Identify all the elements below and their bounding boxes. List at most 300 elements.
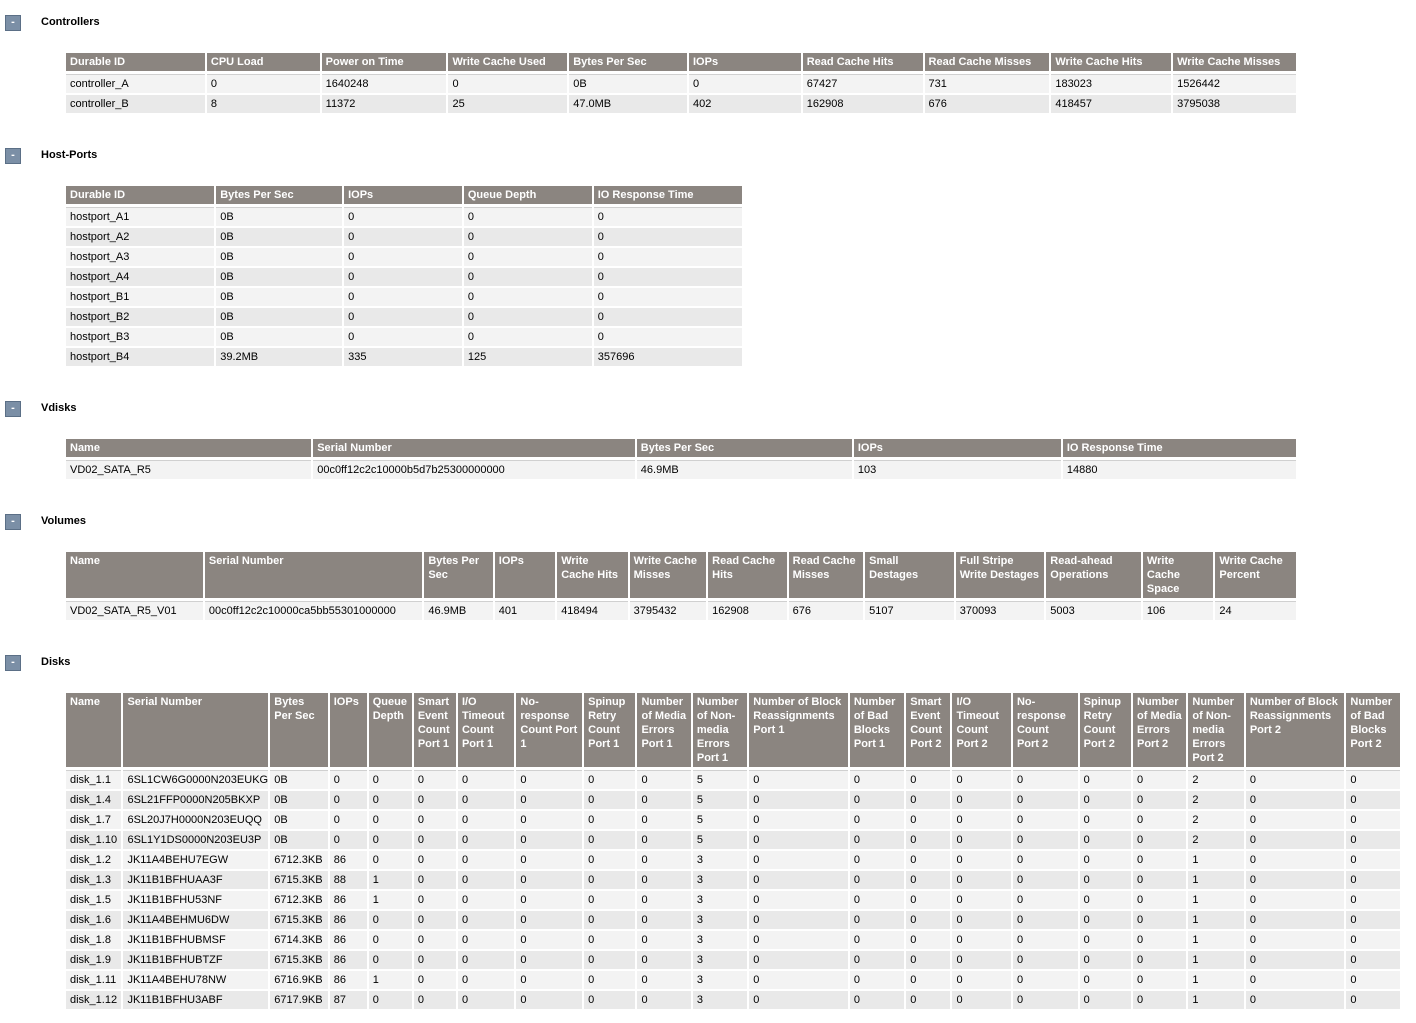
table-cell: 0B: [216, 328, 342, 348]
table-cell: JK11A4BEHU7EGW: [123, 851, 268, 871]
table-cell: 0: [906, 891, 950, 911]
table-cell: disk_1.4: [66, 791, 121, 811]
table-cell: 0: [1080, 831, 1131, 851]
table-cell: 0: [1013, 770, 1078, 791]
table-cell: 0: [749, 791, 848, 811]
table-cell: 0: [414, 991, 456, 1011]
table-cell: 0: [584, 851, 635, 871]
table-cell: 0: [458, 911, 514, 931]
volumes-column-header[interactable]: Read Cache Misses: [789, 552, 863, 601]
disks-column-header[interactable]: IOPs: [330, 693, 367, 770]
hostports-column-header[interactable]: Durable ID: [66, 186, 214, 207]
disks-column-header[interactable]: Number of Bad Blocks Port 2: [1346, 693, 1400, 770]
volumes-column-header[interactable]: Serial Number: [205, 552, 422, 601]
table-cell: controller_A: [66, 74, 205, 95]
disks-column-header[interactable]: No-response Count Port 1: [516, 693, 582, 770]
table-cell: 0: [952, 991, 1011, 1011]
table-cell: 0: [952, 971, 1011, 991]
table-cell: 1: [369, 891, 412, 911]
vdisks-column-header[interactable]: Serial Number: [313, 439, 635, 460]
table-cell: 0: [458, 891, 514, 911]
table-cell: disk_1.10: [66, 831, 121, 851]
disks-column-header[interactable]: I/O Timeout Count Port 1: [458, 693, 514, 770]
table-row[interactable]: [66, 951, 1400, 971]
table-cell: 0: [637, 871, 690, 891]
disks-table: [64, 693, 1402, 1011]
table-cell: 86: [330, 971, 367, 991]
table-cell: 00c0ff12c2c10000ca5bb55301000000: [205, 601, 422, 622]
table-cell: 0: [458, 831, 514, 851]
table-cell: 0: [369, 791, 412, 811]
table-row[interactable]: [66, 811, 1400, 831]
table-cell: 0: [458, 971, 514, 991]
table-cell: 0: [516, 991, 582, 1011]
vdisks-header: [0, 401, 1416, 421]
table-cell: 3: [693, 871, 747, 891]
table-row[interactable]: [66, 248, 742, 268]
table-cell: 1: [1188, 991, 1243, 1011]
disks-column-header[interactable]: Number of Block Reassignments Port 1: [749, 693, 848, 770]
table-row[interactable]: [66, 348, 742, 368]
table-cell: 0: [344, 248, 462, 268]
table-cell: 0: [464, 248, 592, 268]
table-cell: 0B: [270, 831, 328, 851]
section-title-disks: Disks: [41, 656, 71, 668]
table-cell: 14880: [1063, 460, 1296, 481]
volumes-column-header[interactable]: IOPs: [495, 552, 555, 601]
table-cell: 0: [952, 770, 1011, 791]
table-cell: 183023: [1051, 74, 1171, 95]
table-cell: 0: [584, 891, 635, 911]
table-cell: 6SL20J7H0000N203EUQQ: [123, 811, 268, 831]
table-cell: 1640248: [322, 74, 447, 95]
table-row[interactable]: [66, 207, 742, 228]
collapse-toggle-controllers[interactable]: -: [5, 15, 21, 31]
table-cell: 125: [464, 348, 592, 368]
volumes-column-header[interactable]: Write Cache Space: [1143, 552, 1213, 601]
table-cell: 0: [458, 811, 514, 831]
table-cell: 0: [414, 851, 456, 871]
table-row[interactable]: [66, 991, 1400, 1011]
table-cell: 0: [458, 851, 514, 871]
table-cell: 0: [369, 811, 412, 831]
table-cell: 357696: [594, 348, 742, 368]
table-cell: 0: [850, 770, 904, 791]
table-cell: 0: [584, 951, 635, 971]
table-cell: 0: [464, 228, 592, 248]
table-cell: 0: [584, 791, 635, 811]
table-cell: JK11B1BFHU3ABF: [123, 991, 268, 1011]
table-cell: 0: [637, 791, 690, 811]
table-row[interactable]: [66, 460, 1296, 481]
table-cell: 0: [414, 911, 456, 931]
table-cell: 3795038: [1173, 95, 1296, 115]
controllers-column-header[interactable]: Read Cache Misses: [925, 53, 1050, 74]
disks-column-header[interactable]: Number of Non-media Errors Port 2: [1188, 693, 1243, 770]
section-title-hostports: Host-Ports: [41, 149, 98, 161]
table-cell: 401: [495, 601, 555, 622]
table-cell: 0: [584, 931, 635, 951]
disks-column-header[interactable]: Spinup Retry Count Port 2: [1080, 693, 1131, 770]
table-cell: 0: [414, 791, 456, 811]
table-cell: 1: [369, 871, 412, 891]
disks-column-header[interactable]: Number of Media Errors Port 1: [637, 693, 690, 770]
table-row[interactable]: [66, 228, 742, 248]
table-cell: 0: [850, 891, 904, 911]
table-row[interactable]: [66, 95, 1296, 115]
table-cell: 0B: [569, 74, 687, 95]
table-cell: 3: [693, 911, 747, 931]
table-cell: disk_1.2: [66, 851, 121, 871]
table-cell: 0: [330, 770, 367, 791]
table-cell: 86: [330, 891, 367, 911]
section-title-vdisks: Vdisks: [41, 402, 77, 414]
table-cell: 0: [330, 791, 367, 811]
volumes-column-header[interactable]: Read Cache Hits: [708, 552, 787, 601]
table-cell: 0: [369, 831, 412, 851]
hostports-column-header[interactable]: IOPs: [344, 186, 462, 207]
table-cell: VD02_SATA_R5: [66, 460, 311, 481]
table-row[interactable]: [66, 601, 1296, 622]
hostports-column-header[interactable]: IO Response Time: [594, 186, 742, 207]
table-cell: 3: [693, 971, 747, 991]
collapse-toggle-volumes[interactable]: -: [5, 514, 21, 530]
table-cell: JK11B1BFHU53NF: [123, 891, 268, 911]
table-cell: 0: [1346, 851, 1400, 871]
disks-column-header[interactable]: Name: [66, 693, 121, 770]
table-cell: 0: [414, 971, 456, 991]
table-cell: 0: [1346, 770, 1400, 791]
disks-column-header[interactable]: Number of Bad Blocks Port 1: [850, 693, 904, 770]
table-cell: disk_1.1: [66, 770, 121, 791]
collapse-toggle-disks[interactable]: -: [5, 655, 21, 671]
table-cell: 6SL1CW6G0000N203EUKG: [123, 770, 268, 791]
table-cell: 0: [906, 931, 950, 951]
table-cell: 5: [693, 831, 747, 851]
controllers-column-header[interactable]: Bytes Per Sec: [569, 53, 687, 74]
controllers-column-header[interactable]: IOPs: [689, 53, 801, 74]
table-cell: 0: [1080, 951, 1131, 971]
disks-column-header[interactable]: I/O Timeout Count Port 2: [952, 693, 1011, 770]
table-cell: 0: [637, 851, 690, 871]
controllers-column-header[interactable]: Write Cache Used: [448, 53, 567, 74]
table-cell: 0: [1133, 891, 1186, 911]
table-cell: 0: [584, 831, 635, 851]
table-cell: 0: [594, 328, 742, 348]
table-cell: 0: [1246, 871, 1345, 891]
table-cell: 0: [414, 811, 456, 831]
volumes-column-header[interactable]: Write Cache Misses: [630, 552, 707, 601]
volumes-table: [64, 552, 1298, 622]
table-cell: 0: [344, 268, 462, 288]
table-cell: 1: [1188, 871, 1243, 891]
table-cell: 0: [1080, 931, 1131, 951]
disks-column-header[interactable]: Number of Media Errors Port 2: [1133, 693, 1186, 770]
table-cell: 0B: [216, 288, 342, 308]
table-cell: 0: [516, 851, 582, 871]
hostports-header: [0, 148, 1416, 168]
table-cell: 0: [850, 851, 904, 871]
table-cell: 0B: [216, 308, 342, 328]
table-cell: 0: [330, 831, 367, 851]
disks-section: [0, 655, 1416, 1006]
vdisks-column-header[interactable]: IOPs: [854, 439, 1061, 460]
collapse-toggle-hostports[interactable]: -: [5, 148, 21, 164]
controllers-section: [0, 15, 1416, 110]
table-cell: 0: [369, 770, 412, 791]
table-cell: disk_1.11: [66, 971, 121, 991]
table-cell: 0: [749, 811, 848, 831]
table-cell: 0: [1346, 971, 1400, 991]
table-cell: 0: [906, 971, 950, 991]
table-cell: 0: [906, 811, 950, 831]
table-cell: hostport_A2: [66, 228, 214, 248]
table-cell: 0: [906, 991, 950, 1011]
table-cell: 0: [749, 851, 848, 871]
table-cell: 103: [854, 460, 1061, 481]
table-cell: 0: [1080, 791, 1131, 811]
table-cell: 6SL21FFP0000N205BKXP: [123, 791, 268, 811]
disks-column-header[interactable]: Queue Depth: [369, 693, 412, 770]
table-cell: 1526442: [1173, 74, 1296, 95]
table-cell: 0: [594, 248, 742, 268]
table-cell: 0: [1080, 770, 1131, 791]
table-cell: 0B: [216, 207, 342, 228]
table-row[interactable]: [66, 971, 1400, 991]
disks-column-header[interactable]: Serial Number: [123, 693, 268, 770]
disks-column-header[interactable]: Smart Event Count Port 2: [906, 693, 950, 770]
table-cell: disk_1.5: [66, 891, 121, 911]
disks-column-header[interactable]: No-response Count Port 2: [1013, 693, 1078, 770]
table-cell: disk_1.12: [66, 991, 121, 1011]
table-cell: 25: [448, 95, 567, 115]
collapse-toggle-vdisks[interactable]: -: [5, 401, 21, 417]
table-cell: 0: [1346, 951, 1400, 971]
vdisks-column-header[interactable]: IO Response Time: [1063, 439, 1296, 460]
table-cell: disk_1.6: [66, 911, 121, 931]
controllers-column-header[interactable]: Write Cache Hits: [1051, 53, 1171, 74]
table-row[interactable]: [66, 791, 1400, 811]
table-cell: 0: [414, 770, 456, 791]
table-cell: hostport_A4: [66, 268, 214, 288]
table-cell: 3795432: [630, 601, 707, 622]
table-cell: 0: [207, 74, 320, 95]
table-cell: 162908: [803, 95, 923, 115]
table-cell: 0: [458, 871, 514, 891]
table-cell: 0: [1246, 831, 1345, 851]
table-cell: 0: [584, 911, 635, 931]
table-cell: 6SL1Y1DS0000N203EU3P: [123, 831, 268, 851]
table-cell: 0: [1246, 971, 1345, 991]
table-cell: 0: [1346, 791, 1400, 811]
table-cell: 0: [516, 891, 582, 911]
hostports-column-header[interactable]: Queue Depth: [464, 186, 592, 207]
table-cell: 0: [584, 811, 635, 831]
table-cell: 0: [516, 831, 582, 851]
table-cell: 0: [952, 931, 1011, 951]
volumes-column-header[interactable]: Small Destages: [865, 552, 954, 601]
table-cell: disk_1.9: [66, 951, 121, 971]
table-cell: 0: [1080, 911, 1131, 931]
controllers-column-header[interactable]: Durable ID: [66, 53, 205, 74]
table-cell: 0B: [216, 248, 342, 268]
controllers-header: [0, 15, 1416, 35]
table-cell: 731: [925, 74, 1050, 95]
disks-column-header[interactable]: Number of Non-media Errors Port 1: [693, 693, 747, 770]
controllers-column-header[interactable]: Read Cache Hits: [803, 53, 923, 74]
table-cell: 0: [906, 791, 950, 811]
table-cell: 0: [1013, 811, 1078, 831]
table-cell: 0: [952, 911, 1011, 931]
table-cell: 0: [1346, 991, 1400, 1011]
table-cell: 0: [516, 911, 582, 931]
table-cell: 0: [344, 328, 462, 348]
table-cell: 0: [1133, 791, 1186, 811]
table-cell: 3: [693, 991, 747, 1011]
table-cell: 0: [369, 911, 412, 931]
table-cell: 0B: [270, 770, 328, 791]
table-cell: 5: [693, 770, 747, 791]
table-cell: JK11B1BFHUBMSF: [123, 931, 268, 951]
table-cell: 0: [1246, 991, 1345, 1011]
table-cell: 0: [594, 207, 742, 228]
table-cell: 6712.3KB: [270, 891, 328, 911]
table-cell: 0: [1133, 831, 1186, 851]
table-cell: 0: [1346, 871, 1400, 891]
vdisks-column-header[interactable]: Name: [66, 439, 311, 460]
table-row[interactable]: [66, 911, 1400, 931]
table-cell: 0: [749, 911, 848, 931]
table-cell: 1: [1188, 931, 1243, 951]
table-cell: 3: [693, 931, 747, 951]
table-cell: 0: [584, 770, 635, 791]
table-cell: 0: [749, 991, 848, 1011]
table-cell: JK11B1BFHUAA3F: [123, 871, 268, 891]
table-cell: 8: [207, 95, 320, 115]
controllers-column-header[interactable]: CPU Load: [207, 53, 320, 74]
table-cell: 6717.9KB: [270, 991, 328, 1011]
table-row[interactable]: [66, 831, 1400, 851]
table-cell: 0: [749, 831, 848, 851]
table-cell: 0: [414, 831, 456, 851]
table-cell: 46.9MB: [637, 460, 852, 481]
disks-column-header[interactable]: Number of Block Reassignments Port 2: [1246, 693, 1345, 770]
table-cell: 1: [1188, 951, 1243, 971]
table-cell: 370093: [956, 601, 1045, 622]
table-cell: 0: [906, 770, 950, 791]
table-cell: 0: [689, 74, 801, 95]
table-cell: 39.2MB: [216, 348, 342, 368]
controllers-column-header[interactable]: Write Cache Misses: [1173, 53, 1296, 74]
table-cell: 0: [1080, 891, 1131, 911]
table-cell: 0: [1080, 871, 1131, 891]
table-row[interactable]: [66, 871, 1400, 891]
table-row[interactable]: [66, 770, 1400, 791]
table-cell: 0: [1133, 770, 1186, 791]
table-cell: 2: [1188, 791, 1243, 811]
table-cell: 0: [1133, 931, 1186, 951]
table-cell: 0: [1080, 851, 1131, 871]
hostports-section: [0, 148, 1416, 363]
table-row[interactable]: [66, 891, 1400, 911]
volumes-column-header[interactable]: Write Cache Percent: [1215, 552, 1296, 601]
table-cell: 86: [330, 931, 367, 951]
table-cell: 0: [749, 770, 848, 791]
table-row[interactable]: [66, 328, 742, 348]
table-cell: 86: [330, 951, 367, 971]
table-cell: 0B: [270, 811, 328, 831]
table-cell: 0: [749, 951, 848, 971]
table-cell: 2: [1188, 770, 1243, 791]
disks-column-header[interactable]: Bytes Per Sec: [270, 693, 328, 770]
table-cell: 0: [850, 951, 904, 971]
hostports-column-header[interactable]: Bytes Per Sec: [216, 186, 342, 207]
table-cell: 0: [1246, 951, 1345, 971]
table-cell: 0: [637, 991, 690, 1011]
table-cell: 2: [1188, 811, 1243, 831]
table-cell: 0: [952, 811, 1011, 831]
table-cell: 6715.3KB: [270, 951, 328, 971]
table-cell: 6716.9KB: [270, 971, 328, 991]
table-cell: 0: [850, 931, 904, 951]
table-cell: 0: [516, 931, 582, 951]
table-cell: 402: [689, 95, 801, 115]
volumes-column-header[interactable]: Write Cache Hits: [557, 552, 627, 601]
volumes-column-header[interactable]: Bytes Per Sec: [424, 552, 492, 601]
table-cell: 3: [693, 951, 747, 971]
table-row[interactable]: [66, 308, 742, 328]
table-cell: 0: [952, 951, 1011, 971]
table-cell: 0: [1013, 991, 1078, 1011]
table-cell: 0: [637, 770, 690, 791]
table-cell: 0: [414, 871, 456, 891]
table-cell: 0: [850, 871, 904, 891]
volumes-column-header[interactable]: Name: [66, 552, 203, 601]
disks-column-header[interactable]: Spinup Retry Count Port 1: [584, 693, 635, 770]
table-cell: 88: [330, 871, 367, 891]
table-cell: 0: [906, 831, 950, 851]
table-cell: 5107: [865, 601, 954, 622]
table-cell: 0: [1346, 811, 1400, 831]
table-cell: 418494: [557, 601, 627, 622]
section-title-controllers: Controllers: [41, 16, 100, 28]
table-cell: 0: [1133, 971, 1186, 991]
table-cell: 0: [1013, 791, 1078, 811]
table-cell: 0: [458, 791, 514, 811]
table-cell: 11372: [322, 95, 447, 115]
volumes-column-header[interactable]: Read-ahead Operations: [1046, 552, 1141, 601]
table-cell: 0: [414, 891, 456, 911]
vdisks-column-header[interactable]: Bytes Per Sec: [637, 439, 852, 460]
controllers-column-header[interactable]: Power on Time: [322, 53, 447, 74]
volumes-column-header[interactable]: Full Stripe Write Destages: [956, 552, 1045, 601]
disks-column-header[interactable]: Smart Event Count Port 1: [414, 693, 456, 770]
table-row[interactable]: [66, 851, 1400, 871]
table-row[interactable]: [66, 268, 742, 288]
table-cell: 418457: [1051, 95, 1171, 115]
table-cell: 0: [1246, 931, 1345, 951]
table-cell: 1: [1188, 971, 1243, 991]
table-cell: controller_B: [66, 95, 205, 115]
table-cell: 0: [369, 991, 412, 1011]
table-row[interactable]: [66, 74, 1296, 95]
table-row[interactable]: [66, 931, 1400, 951]
table-cell: 6715.3KB: [270, 911, 328, 931]
hostports-table: [64, 186, 744, 368]
table-row[interactable]: [66, 288, 742, 308]
table-cell: VD02_SATA_R5_V01: [66, 601, 203, 622]
table-cell: 0: [414, 931, 456, 951]
